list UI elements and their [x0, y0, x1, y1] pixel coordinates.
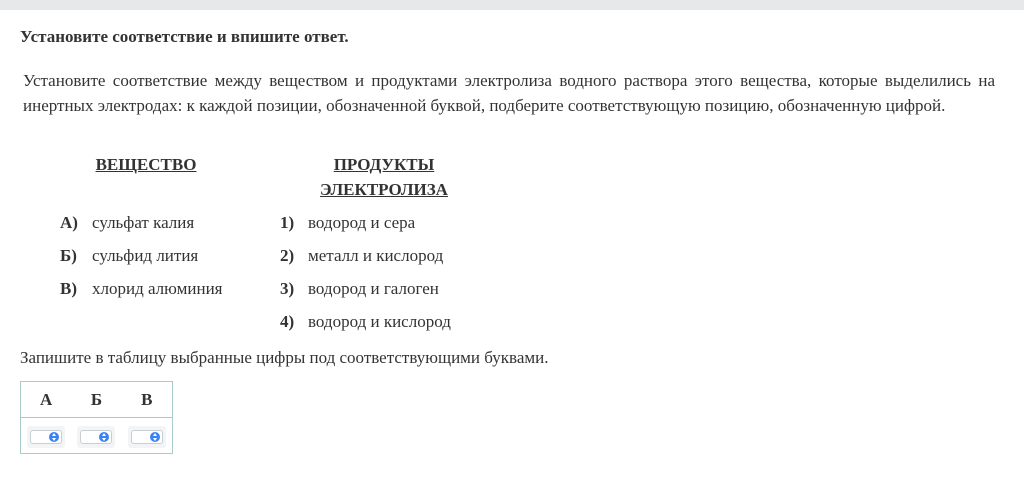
answer-cell-b [71, 426, 121, 448]
select-arrows-icon[interactable] [49, 432, 59, 442]
product-mark: 3) [280, 279, 295, 298]
product-text: водород и сера [308, 213, 416, 232]
answer-header-v: В [141, 390, 153, 409]
substance-mark: В) [60, 279, 77, 298]
product-text: водород и кислород [308, 312, 451, 331]
substance-item [60, 212, 194, 234]
products-column-header [280, 152, 488, 202]
substance-mark: А) [60, 213, 78, 232]
substance-text: хлорид алюминия [92, 279, 223, 298]
substance-column-header [60, 152, 232, 177]
select-field[interactable] [131, 430, 163, 444]
substance-text: сульфид лития [92, 246, 199, 265]
answer-header-b: Б [90, 390, 103, 409]
answer-select-row [21, 418, 172, 455]
substance-item [60, 245, 198, 267]
product-item [280, 245, 443, 267]
answer-header-a: А [40, 390, 53, 409]
substance-text: сульфат калия [92, 213, 195, 232]
answer-instruction: Запишите в таблицу выбранные цифры под соответствующими буквами. [20, 348, 549, 367]
product-mark: 2) [280, 246, 295, 265]
select-field[interactable] [80, 430, 112, 444]
product-text: металл и кислород [308, 246, 444, 265]
products-header-line2: ЭЛЕКТРОЛИЗА [320, 180, 448, 199]
product-item [280, 278, 439, 300]
select-field[interactable] [30, 430, 62, 444]
task-title: Установите соответствие и впишите ответ. [20, 27, 349, 46]
answer-table [20, 381, 173, 454]
answer-cell-a [21, 426, 71, 448]
product-item [280, 311, 451, 333]
substance-item [60, 278, 223, 300]
substance-mark: Б) [60, 246, 77, 265]
answer-table-header [21, 382, 172, 418]
products-header-line1: ПРОДУКТЫ [333, 155, 435, 174]
substance-header-text: ВЕЩЕСТВО [95, 155, 197, 174]
product-mark: 1) [280, 213, 295, 232]
top-bar [0, 0, 1024, 10]
product-mark: 4) [280, 312, 295, 331]
product-item [280, 212, 415, 234]
answer-select-v[interactable] [128, 426, 166, 448]
answer-select-a[interactable] [27, 426, 65, 448]
product-text: водород и галоген [308, 279, 439, 298]
task-description: Установите соответствие между веществом и продуктами электролиза водного раствора этого вещества, которые выделились на инертных электродах: к каждой позиции, обозначенной буквой, подберите соответствующую позицию, обозначенную цифрой. [23, 71, 995, 115]
select-arrows-icon[interactable] [150, 432, 160, 442]
answer-select-b[interactable] [77, 426, 115, 448]
answer-cell-v [122, 426, 172, 448]
select-arrows-icon[interactable] [99, 432, 109, 442]
